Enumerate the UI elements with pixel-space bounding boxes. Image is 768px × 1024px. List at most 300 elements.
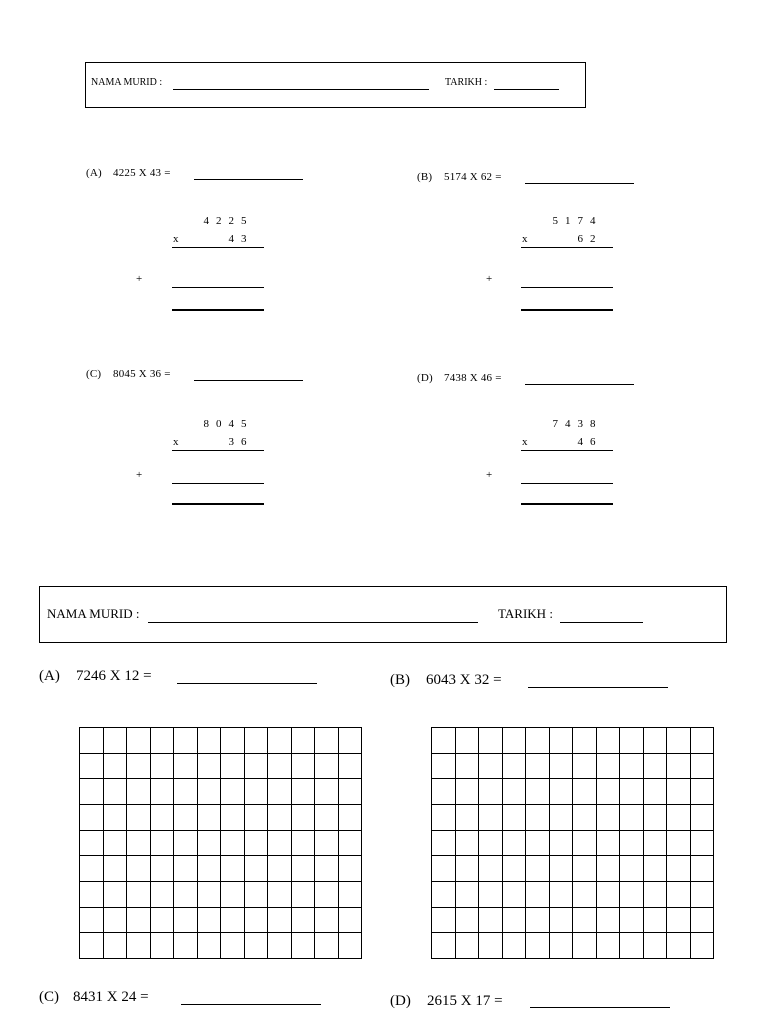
digit: 4 xyxy=(590,215,596,227)
grid-cell[interactable] xyxy=(573,908,597,934)
grid-cell[interactable] xyxy=(80,805,104,831)
grid-cell[interactable] xyxy=(221,933,245,959)
grid-cell[interactable] xyxy=(221,728,245,754)
grid-cell[interactable] xyxy=(644,805,668,831)
grid-cell[interactable] xyxy=(151,728,175,754)
problem-letter: (B) xyxy=(417,171,433,183)
grid-cell[interactable] xyxy=(456,856,480,882)
grid-cell[interactable] xyxy=(80,754,104,780)
grid-cell[interactable] xyxy=(667,754,691,780)
grid-cell[interactable] xyxy=(479,779,503,805)
partial-answer-line[interactable] xyxy=(521,483,613,484)
grid-cell[interactable] xyxy=(80,856,104,882)
plus-sign: + xyxy=(486,273,493,285)
answer-field[interactable] xyxy=(525,384,634,385)
grid-cell[interactable] xyxy=(644,856,668,882)
grid-cell[interactable] xyxy=(691,831,715,857)
grid-cell[interactable] xyxy=(573,933,597,959)
grid-cell[interactable] xyxy=(644,728,668,754)
grid-cell[interactable] xyxy=(339,856,363,882)
grid-cell[interactable] xyxy=(479,908,503,934)
times-sign: x xyxy=(173,436,179,448)
grid-cell[interactable] xyxy=(174,856,198,882)
grid-cell[interactable] xyxy=(597,805,621,831)
grid-cell[interactable] xyxy=(550,728,574,754)
grid-cell[interactable] xyxy=(127,856,151,882)
grid-cell[interactable] xyxy=(550,908,574,934)
digit: 2 xyxy=(590,233,596,245)
grid-cell[interactable] xyxy=(198,933,222,959)
grid-cell[interactable] xyxy=(691,805,715,831)
grid-cell[interactable] xyxy=(550,754,574,780)
digit: 2 xyxy=(216,215,222,227)
grid-cell[interactable] xyxy=(573,805,597,831)
grid-cell[interactable] xyxy=(667,856,691,882)
grid-cell[interactable] xyxy=(221,754,245,780)
grid-cell[interactable] xyxy=(80,728,104,754)
answer-field[interactable] xyxy=(525,183,634,184)
grid-cell[interactable] xyxy=(526,779,550,805)
grid-cell[interactable] xyxy=(339,805,363,831)
grid-cell[interactable] xyxy=(644,933,668,959)
digit: 7 xyxy=(577,215,583,227)
grid-cell[interactable] xyxy=(268,908,292,934)
final-answer-line[interactable] xyxy=(172,503,264,505)
digit: 8 xyxy=(590,418,596,430)
grid-cell[interactable] xyxy=(127,933,151,959)
grid-cell[interactable] xyxy=(292,728,316,754)
digit: 6 xyxy=(241,436,247,448)
grid-cell[interactable] xyxy=(573,856,597,882)
grid-cell[interactable] xyxy=(339,908,363,934)
grid-cell[interactable] xyxy=(691,779,715,805)
grid-cell[interactable] xyxy=(691,933,715,959)
grid-cell[interactable] xyxy=(245,856,269,882)
grid-cell[interactable] xyxy=(80,831,104,857)
grid-cell[interactable] xyxy=(526,831,550,857)
grid-cell[interactable] xyxy=(221,779,245,805)
answer-field[interactable] xyxy=(528,687,668,688)
grid-cell[interactable] xyxy=(479,933,503,959)
grid-cell[interactable] xyxy=(456,831,480,857)
grid-cell[interactable] xyxy=(292,882,316,908)
grid-cell[interactable] xyxy=(597,728,621,754)
grid-cell[interactable] xyxy=(198,754,222,780)
grid-cell[interactable] xyxy=(151,779,175,805)
problem-letter: (C) xyxy=(86,368,102,380)
grid-cell[interactable] xyxy=(268,805,292,831)
grid-cell[interactable] xyxy=(620,933,644,959)
partial-answer-line[interactable] xyxy=(521,287,613,288)
grid-cell[interactable] xyxy=(503,856,527,882)
grid-cell[interactable] xyxy=(104,933,128,959)
grid-cell[interactable] xyxy=(151,754,175,780)
grid-cell[interactable] xyxy=(550,779,574,805)
grid-cell[interactable] xyxy=(315,779,339,805)
grid-cell[interactable] xyxy=(104,856,128,882)
grid-cell[interactable] xyxy=(526,933,550,959)
answer-field[interactable] xyxy=(177,683,317,684)
grid-cell[interactable] xyxy=(432,805,456,831)
grid-cell[interactable] xyxy=(174,882,198,908)
grid-cell[interactable] xyxy=(198,805,222,831)
digit: 1 xyxy=(565,215,571,227)
grid-cell[interactable] xyxy=(456,728,480,754)
grid-cell[interactable] xyxy=(174,805,198,831)
product-line xyxy=(521,450,613,451)
grid-cell[interactable] xyxy=(339,831,363,857)
grid-cell[interactable] xyxy=(550,933,574,959)
date-field[interactable] xyxy=(494,89,559,90)
grid-cell[interactable] xyxy=(597,882,621,908)
grid-cell[interactable] xyxy=(597,856,621,882)
grid-cell[interactable] xyxy=(644,831,668,857)
grid-cell[interactable] xyxy=(620,728,644,754)
grid-cell[interactable] xyxy=(292,754,316,780)
answer-field[interactable] xyxy=(530,1007,670,1008)
grid-cell[interactable] xyxy=(127,831,151,857)
grid-cell[interactable] xyxy=(198,882,222,908)
problem-expression: 4225 X 43 = xyxy=(113,167,171,179)
name-field[interactable] xyxy=(148,622,478,623)
digit: 5 xyxy=(241,418,247,430)
grid-cell[interactable] xyxy=(573,728,597,754)
grid-cell[interactable] xyxy=(667,933,691,959)
grid-cell[interactable] xyxy=(315,933,339,959)
plus-sign: + xyxy=(136,273,143,285)
grid-cell[interactable] xyxy=(292,831,316,857)
grid-cell[interactable] xyxy=(597,754,621,780)
grid-cell[interactable] xyxy=(432,908,456,934)
worksheet2-header-box xyxy=(39,586,727,643)
grid-cell[interactable] xyxy=(104,779,128,805)
digit: 7 xyxy=(552,418,558,430)
grid-cell[interactable] xyxy=(432,933,456,959)
grid-cell[interactable] xyxy=(479,882,503,908)
grid-cell[interactable] xyxy=(550,856,574,882)
grid-cell[interactable] xyxy=(573,831,597,857)
answer-field[interactable] xyxy=(194,380,303,381)
date-label: TARIKH : xyxy=(498,606,553,621)
grid-cell[interactable] xyxy=(104,882,128,908)
times-sign: x xyxy=(522,436,528,448)
grid-cell[interactable] xyxy=(503,754,527,780)
grid-cell[interactable] xyxy=(644,779,668,805)
grid-cell[interactable] xyxy=(104,805,128,831)
grid-cell[interactable] xyxy=(174,728,198,754)
grid-cell[interactable] xyxy=(526,754,550,780)
grid-cell[interactable] xyxy=(268,728,292,754)
digit: 8 xyxy=(203,418,209,430)
grid-cell[interactable] xyxy=(550,831,574,857)
digit: 4 xyxy=(565,418,571,430)
grid-cell[interactable] xyxy=(479,856,503,882)
grid-cell[interactable] xyxy=(315,908,339,934)
grid-cell[interactable] xyxy=(526,908,550,934)
multiplicand xyxy=(549,215,599,227)
grid-cell[interactable] xyxy=(339,933,363,959)
grid-cell[interactable] xyxy=(104,908,128,934)
grid-cell[interactable] xyxy=(691,856,715,882)
answer-field[interactable] xyxy=(181,1004,321,1005)
multiplicand xyxy=(200,215,250,227)
grid-cell[interactable] xyxy=(691,882,715,908)
grid-cell[interactable] xyxy=(432,831,456,857)
multiplier xyxy=(574,233,599,245)
grid-cell[interactable] xyxy=(432,882,456,908)
grid-cell[interactable] xyxy=(315,728,339,754)
grid-cell[interactable] xyxy=(667,728,691,754)
grid-cell[interactable] xyxy=(245,908,269,934)
grid-cell[interactable] xyxy=(245,779,269,805)
grid-cell[interactable] xyxy=(268,856,292,882)
grid-cell[interactable] xyxy=(292,908,316,934)
name-label: NAMA MURID : xyxy=(47,606,140,621)
times-sign: x xyxy=(173,233,179,245)
grid-cell[interactable] xyxy=(479,805,503,831)
grid-cell[interactable] xyxy=(691,754,715,780)
grid-cell[interactable] xyxy=(503,805,527,831)
grid-cell[interactable] xyxy=(127,908,151,934)
grid-cell[interactable] xyxy=(456,933,480,959)
grid-cell[interactable] xyxy=(620,805,644,831)
grid-cell[interactable] xyxy=(432,728,456,754)
grid-cell[interactable] xyxy=(644,882,668,908)
grid-cell[interactable] xyxy=(292,933,316,959)
grid-cell[interactable] xyxy=(597,831,621,857)
grid-cell[interactable] xyxy=(174,779,198,805)
grid-cell[interactable] xyxy=(550,805,574,831)
grid-cell[interactable] xyxy=(597,779,621,805)
partial-answer-line[interactable] xyxy=(172,287,264,288)
grid-cell[interactable] xyxy=(151,882,175,908)
working-grid-a[interactable] xyxy=(79,727,362,959)
plus-sign: + xyxy=(486,469,493,481)
grid-cell[interactable] xyxy=(620,831,644,857)
grid-cell[interactable] xyxy=(174,933,198,959)
grid-cell[interactable] xyxy=(315,754,339,780)
date-field[interactable] xyxy=(560,622,643,623)
grid-cell[interactable] xyxy=(174,908,198,934)
partial-answer-line[interactable] xyxy=(172,483,264,484)
grid-cell[interactable] xyxy=(245,882,269,908)
grid-cell[interactable] xyxy=(644,754,668,780)
digit: 4 xyxy=(228,233,234,245)
grid-cell[interactable] xyxy=(620,882,644,908)
grid-cell[interactable] xyxy=(456,908,480,934)
grid-cell[interactable] xyxy=(620,908,644,934)
grid-cell[interactable] xyxy=(80,908,104,934)
grid-cell[interactable] xyxy=(526,805,550,831)
grid-cell[interactable] xyxy=(221,882,245,908)
grid-cell[interactable] xyxy=(620,754,644,780)
grid-cell[interactable] xyxy=(245,933,269,959)
grid-cell[interactable] xyxy=(198,856,222,882)
grid-cell[interactable] xyxy=(104,754,128,780)
grid-cell[interactable] xyxy=(667,831,691,857)
digit: 4 xyxy=(203,215,209,227)
grid-cell[interactable] xyxy=(245,728,269,754)
grid-cell[interactable] xyxy=(268,933,292,959)
digit: 5 xyxy=(552,215,558,227)
grid-cell[interactable] xyxy=(151,831,175,857)
grid-cell[interactable] xyxy=(339,728,363,754)
multiplier xyxy=(225,233,250,245)
grid-cell[interactable] xyxy=(315,882,339,908)
grid-cell[interactable] xyxy=(526,856,550,882)
working-grid-b[interactable] xyxy=(431,727,714,959)
digit: 6 xyxy=(590,436,596,448)
grid-cell[interactable] xyxy=(268,754,292,780)
grid-cell[interactable] xyxy=(456,805,480,831)
grid-cell[interactable] xyxy=(526,882,550,908)
problem-letter: (C) xyxy=(39,989,59,1005)
grid-cell[interactable] xyxy=(221,908,245,934)
grid-cell[interactable] xyxy=(127,805,151,831)
name-field[interactable] xyxy=(173,89,429,90)
answer-field[interactable] xyxy=(194,179,303,180)
grid-cell[interactable] xyxy=(597,933,621,959)
grid-cell[interactable] xyxy=(503,908,527,934)
digit: 4 xyxy=(228,418,234,430)
problem-expression: 8045 X 36 = xyxy=(113,368,171,380)
final-answer-line[interactable] xyxy=(521,309,613,311)
multiplicand xyxy=(549,418,599,430)
problem-expression: 2615 X 17 = xyxy=(427,993,503,1009)
grid-cell[interactable] xyxy=(104,831,128,857)
grid-cell[interactable] xyxy=(503,779,527,805)
grid-cell[interactable] xyxy=(339,779,363,805)
grid-cell[interactable] xyxy=(432,779,456,805)
grid-cell[interactable] xyxy=(479,754,503,780)
name-label: NAMA MURID : xyxy=(91,77,163,88)
grid-cell[interactable] xyxy=(151,933,175,959)
grid-cell[interactable] xyxy=(315,805,339,831)
grid-cell[interactable] xyxy=(597,908,621,934)
times-sign: x xyxy=(522,233,528,245)
grid-cell[interactable] xyxy=(174,754,198,780)
grid-cell[interactable] xyxy=(151,856,175,882)
grid-cell[interactable] xyxy=(198,831,222,857)
grid-cell[interactable] xyxy=(456,882,480,908)
grid-cell[interactable] xyxy=(245,831,269,857)
product-line xyxy=(172,450,264,451)
digit: 3 xyxy=(228,436,234,448)
grid-cell[interactable] xyxy=(127,779,151,805)
grid-cell[interactable] xyxy=(339,754,363,780)
grid-cell[interactable] xyxy=(432,856,456,882)
problem-letter: (D) xyxy=(390,993,411,1009)
multiplier xyxy=(225,436,250,448)
grid-cell[interactable] xyxy=(80,933,104,959)
problem-expression: 7438 X 46 = xyxy=(444,372,502,384)
digit: 4 xyxy=(577,436,583,448)
grid-cell[interactable] xyxy=(479,831,503,857)
grid-cell[interactable] xyxy=(198,779,222,805)
grid-cell[interactable] xyxy=(432,754,456,780)
final-answer-line[interactable] xyxy=(521,503,613,505)
grid-cell[interactable] xyxy=(80,779,104,805)
grid-cell[interactable] xyxy=(198,728,222,754)
digit: 0 xyxy=(216,418,222,430)
grid-cell[interactable] xyxy=(268,882,292,908)
grid-cell[interactable] xyxy=(245,754,269,780)
grid-cell[interactable] xyxy=(573,882,597,908)
problem-letter: (B) xyxy=(390,672,410,688)
grid-cell[interactable] xyxy=(550,882,574,908)
grid-cell[interactable] xyxy=(292,805,316,831)
grid-cell[interactable] xyxy=(456,779,480,805)
grid-cell[interactable] xyxy=(667,908,691,934)
digit: 2 xyxy=(228,215,234,227)
grid-cell[interactable] xyxy=(174,831,198,857)
grid-cell[interactable] xyxy=(198,908,222,934)
problem-expression: 5174 X 62 = xyxy=(444,171,502,183)
grid-cell[interactable] xyxy=(479,728,503,754)
grid-cell[interactable] xyxy=(667,779,691,805)
grid-cell[interactable] xyxy=(127,754,151,780)
digit: 3 xyxy=(577,418,583,430)
digit: 3 xyxy=(241,233,247,245)
grid-cell[interactable] xyxy=(315,831,339,857)
grid-cell[interactable] xyxy=(620,856,644,882)
grid-cell[interactable] xyxy=(80,882,104,908)
grid-cell[interactable] xyxy=(503,728,527,754)
multiplier xyxy=(574,436,599,448)
grid-cell[interactable] xyxy=(503,831,527,857)
grid-cell[interactable] xyxy=(644,908,668,934)
grid-cell[interactable] xyxy=(127,728,151,754)
grid-cell[interactable] xyxy=(691,728,715,754)
grid-cell[interactable] xyxy=(221,856,245,882)
product-line xyxy=(521,247,613,248)
grid-cell[interactable] xyxy=(503,882,527,908)
grid-cell[interactable] xyxy=(339,882,363,908)
grid-cell[interactable] xyxy=(221,831,245,857)
product-line xyxy=(172,247,264,248)
grid-cell[interactable] xyxy=(573,779,597,805)
grid-cell[interactable] xyxy=(245,805,269,831)
grid-cell[interactable] xyxy=(292,856,316,882)
worksheet1-header-box xyxy=(85,62,586,108)
grid-cell[interactable] xyxy=(691,908,715,934)
problem-expression: 6043 X 32 = xyxy=(426,672,502,688)
grid-cell[interactable] xyxy=(268,831,292,857)
grid-cell[interactable] xyxy=(573,754,597,780)
grid-cell[interactable] xyxy=(503,933,527,959)
grid-cell[interactable] xyxy=(315,856,339,882)
digit: 5 xyxy=(241,215,247,227)
problem-letter: (D) xyxy=(417,372,433,384)
final-answer-line[interactable] xyxy=(172,309,264,311)
grid-cell[interactable] xyxy=(151,908,175,934)
grid-cell[interactable] xyxy=(620,779,644,805)
grid-cell[interactable] xyxy=(667,882,691,908)
plus-sign: + xyxy=(136,469,143,481)
grid-cell[interactable] xyxy=(456,754,480,780)
date-label: TARIKH : xyxy=(445,77,488,88)
grid-cell[interactable] xyxy=(127,882,151,908)
grid-cell[interactable] xyxy=(151,805,175,831)
grid-cell[interactable] xyxy=(292,779,316,805)
problem-expression: 8431 X 24 = xyxy=(73,989,149,1005)
grid-cell[interactable] xyxy=(104,728,128,754)
grid-cell[interactable] xyxy=(667,805,691,831)
grid-cell[interactable] xyxy=(526,728,550,754)
multiplicand xyxy=(200,418,250,430)
grid-cell[interactable] xyxy=(268,779,292,805)
grid-cell[interactable] xyxy=(221,805,245,831)
